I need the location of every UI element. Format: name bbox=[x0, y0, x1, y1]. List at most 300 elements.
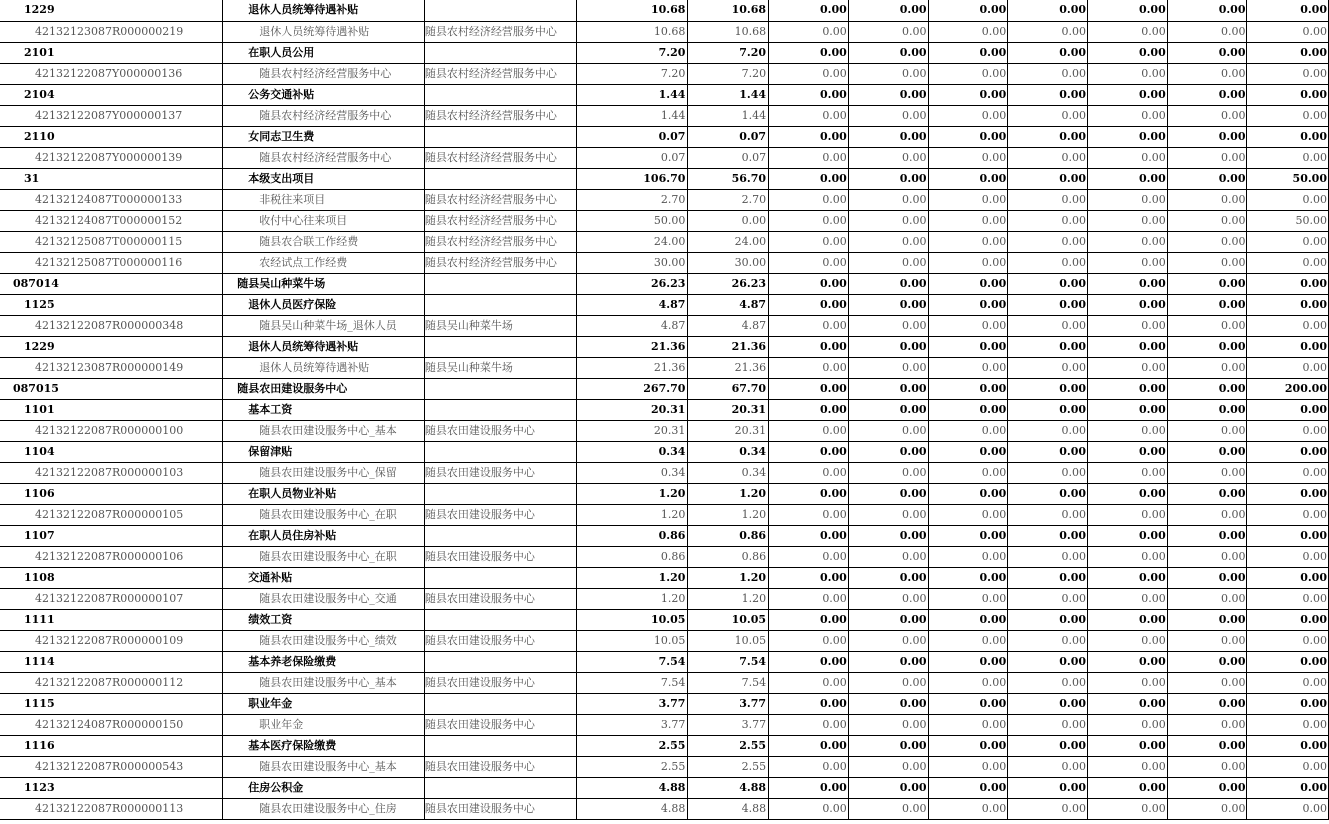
amount-cell: 0.00 bbox=[769, 0, 849, 21]
amount-cell: 0.00 bbox=[928, 84, 1008, 105]
amount-cell: 1.20 bbox=[688, 483, 769, 504]
code-cell: 42132122087R000000113 bbox=[0, 798, 223, 819]
amount-cell: 1.44 bbox=[577, 84, 688, 105]
amount-cell: 0.00 bbox=[928, 147, 1008, 168]
amount-cell: 0.00 bbox=[928, 714, 1008, 735]
amount-cell: 0.00 bbox=[1088, 651, 1168, 672]
amount-cell: 0.00 bbox=[1167, 588, 1247, 609]
amount-cell: 0.00 bbox=[928, 567, 1008, 588]
amount-cell: 0.00 bbox=[1247, 105, 1329, 126]
amount-cell: 50.00 bbox=[577, 210, 688, 231]
amount-cell: 0.00 bbox=[928, 777, 1008, 798]
amount-cell: 1.20 bbox=[577, 567, 688, 588]
amount-cell: 0.00 bbox=[769, 651, 849, 672]
amount-cell: 0.00 bbox=[1167, 546, 1247, 567]
amount-cell: 0.00 bbox=[928, 189, 1008, 210]
code-cell: 1107 bbox=[0, 525, 223, 546]
amount-cell: 0.00 bbox=[928, 483, 1008, 504]
amount-cell: 0.00 bbox=[1008, 441, 1088, 462]
amount-cell: 0.00 bbox=[1247, 294, 1329, 315]
amount-cell: 0.00 bbox=[1247, 483, 1329, 504]
amount-cell: 21.36 bbox=[577, 357, 688, 378]
amount-cell: 0.00 bbox=[769, 189, 849, 210]
amount-cell: 0.00 bbox=[769, 777, 849, 798]
detail-row bbox=[0, 546, 1329, 567]
amount-cell: 0.00 bbox=[1247, 546, 1329, 567]
amount-cell: 0.00 bbox=[769, 756, 849, 777]
amount-cell: 0.00 bbox=[1247, 588, 1329, 609]
unit-cell bbox=[424, 42, 577, 63]
summary-row bbox=[0, 273, 1329, 294]
code-cell: 42132122087Y000000139 bbox=[0, 147, 223, 168]
detail-row bbox=[0, 21, 1329, 42]
amount-cell: 0.00 bbox=[928, 210, 1008, 231]
code-cell: 42132125087T000000116 bbox=[0, 252, 223, 273]
amount-cell: 0.00 bbox=[769, 42, 849, 63]
amount-cell: 3.77 bbox=[577, 714, 688, 735]
amount-cell: 0.00 bbox=[1167, 231, 1247, 252]
amount-cell: 0.00 bbox=[1167, 210, 1247, 231]
unit-cell: 随县农田建设服务中心 bbox=[424, 504, 577, 525]
amount-cell: 0.00 bbox=[848, 252, 928, 273]
amount-cell: 24.00 bbox=[577, 231, 688, 252]
amount-cell: 0.00 bbox=[928, 42, 1008, 63]
amount-cell: 0.00 bbox=[1088, 714, 1168, 735]
amount-cell: 0.00 bbox=[928, 273, 1008, 294]
amount-cell: 0.00 bbox=[1247, 420, 1329, 441]
amount-cell: 0.00 bbox=[848, 504, 928, 525]
amount-cell: 0.00 bbox=[928, 609, 1008, 630]
unit-cell: 随县农田建设服务中心 bbox=[424, 672, 577, 693]
amount-cell: 0.00 bbox=[769, 609, 849, 630]
amount-cell: 0.00 bbox=[928, 798, 1008, 819]
amount-cell: 0.00 bbox=[1088, 357, 1168, 378]
amount-cell: 0.00 bbox=[848, 210, 928, 231]
amount-cell: 0.00 bbox=[1088, 252, 1168, 273]
amount-cell: 1.44 bbox=[688, 84, 769, 105]
amount-cell: 0.00 bbox=[1247, 21, 1329, 42]
amount-cell: 0.00 bbox=[769, 735, 849, 756]
name-cell: 随县农田建设服务中心_交通 bbox=[223, 588, 425, 609]
code-cell: 42132124087R000000150 bbox=[0, 714, 223, 735]
amount-cell: 0.00 bbox=[928, 651, 1008, 672]
amount-cell: 0.00 bbox=[1088, 21, 1168, 42]
amount-cell: 0.00 bbox=[848, 735, 928, 756]
amount-cell: 0.00 bbox=[848, 630, 928, 651]
amount-cell: 0.00 bbox=[1008, 462, 1088, 483]
amount-cell: 0.00 bbox=[848, 231, 928, 252]
name-cell: 随县农田建设服务中心_保留 bbox=[223, 462, 425, 483]
name-cell: 住房公积金 bbox=[223, 777, 425, 798]
summary-row bbox=[0, 609, 1329, 630]
amount-cell: 0.00 bbox=[1008, 252, 1088, 273]
summary-row bbox=[0, 336, 1329, 357]
unit-cell: 随县农田建设服务中心 bbox=[424, 546, 577, 567]
amount-cell: 0.00 bbox=[1008, 714, 1088, 735]
amount-cell: 0.00 bbox=[769, 378, 849, 399]
amount-cell: 4.88 bbox=[577, 798, 688, 819]
amount-cell: 30.00 bbox=[577, 252, 688, 273]
code-cell: 1106 bbox=[0, 483, 223, 504]
detail-row bbox=[0, 672, 1329, 693]
amount-cell: 0.00 bbox=[769, 294, 849, 315]
unit-cell: 随县农田建设服务中心 bbox=[424, 756, 577, 777]
amount-cell: 1.20 bbox=[577, 483, 688, 504]
amount-cell: 0.00 bbox=[1008, 147, 1088, 168]
amount-cell: 4.88 bbox=[577, 777, 688, 798]
amount-cell: 0.00 bbox=[1247, 399, 1329, 420]
amount-cell: 0.07 bbox=[688, 147, 769, 168]
detail-row bbox=[0, 315, 1329, 336]
amount-cell: 4.88 bbox=[688, 777, 769, 798]
name-cell: 在职人员物业补贴 bbox=[223, 483, 425, 504]
amount-cell: 0.00 bbox=[848, 0, 928, 21]
amount-cell: 0.00 bbox=[1008, 84, 1088, 105]
amount-cell: 0.00 bbox=[1008, 315, 1088, 336]
amount-cell: 7.54 bbox=[577, 651, 688, 672]
amount-cell: 0.00 bbox=[1088, 231, 1168, 252]
name-cell: 随县农合联工作经费 bbox=[223, 231, 425, 252]
amount-cell: 0.00 bbox=[1167, 105, 1247, 126]
amount-cell: 0.00 bbox=[1008, 630, 1088, 651]
unit-cell bbox=[424, 609, 577, 630]
amount-cell: 0.00 bbox=[1247, 63, 1329, 84]
detail-row bbox=[0, 462, 1329, 483]
amount-cell: 0.00 bbox=[1008, 126, 1088, 147]
detail-row bbox=[0, 252, 1329, 273]
detail-row bbox=[0, 630, 1329, 651]
amount-cell: 26.23 bbox=[688, 273, 769, 294]
summary-row bbox=[0, 525, 1329, 546]
amount-cell: 1.20 bbox=[577, 588, 688, 609]
amount-cell: 0.00 bbox=[769, 714, 849, 735]
detail-row bbox=[0, 714, 1329, 735]
amount-cell: 0.00 bbox=[1247, 126, 1329, 147]
name-cell: 退休人员统筹待遇补贴 bbox=[223, 357, 425, 378]
unit-cell bbox=[424, 336, 577, 357]
name-cell: 基本养老保险缴费 bbox=[223, 651, 425, 672]
amount-cell: 10.05 bbox=[688, 609, 769, 630]
amount-cell: 0.00 bbox=[1008, 210, 1088, 231]
amount-cell: 0.00 bbox=[928, 357, 1008, 378]
amount-cell: 0.00 bbox=[1247, 147, 1329, 168]
amount-cell: 0.00 bbox=[1088, 609, 1168, 630]
amount-cell: 0.00 bbox=[928, 168, 1008, 189]
amount-cell: 0.00 bbox=[1008, 798, 1088, 819]
amount-cell: 0.00 bbox=[1247, 315, 1329, 336]
code-cell: 42132122087R000000348 bbox=[0, 315, 223, 336]
amount-cell: 0.00 bbox=[769, 21, 849, 42]
amount-cell: 0.00 bbox=[848, 525, 928, 546]
amount-cell: 0.00 bbox=[1008, 231, 1088, 252]
code-cell: 1108 bbox=[0, 567, 223, 588]
amount-cell: 0.00 bbox=[769, 483, 849, 504]
amount-cell: 4.87 bbox=[688, 294, 769, 315]
amount-cell: 0.00 bbox=[1088, 210, 1168, 231]
amount-cell: 0.00 bbox=[1247, 441, 1329, 462]
code-cell: 42132123087R000000219 bbox=[0, 21, 223, 42]
amount-cell: 0.34 bbox=[577, 462, 688, 483]
amount-cell: 0.00 bbox=[1088, 126, 1168, 147]
amount-cell: 0.00 bbox=[1008, 294, 1088, 315]
amount-cell: 20.31 bbox=[577, 399, 688, 420]
amount-cell: 0.00 bbox=[928, 294, 1008, 315]
code-cell: 087014 bbox=[0, 273, 223, 294]
code-cell: 1229 bbox=[0, 336, 223, 357]
unit-cell bbox=[424, 378, 577, 399]
amount-cell: 0.00 bbox=[1088, 84, 1168, 105]
unit-cell: 随县农田建设服务中心 bbox=[424, 420, 577, 441]
amount-cell: 0.00 bbox=[769, 84, 849, 105]
amount-cell: 20.31 bbox=[577, 420, 688, 441]
amount-cell: 0.00 bbox=[1167, 378, 1247, 399]
unit-cell bbox=[424, 567, 577, 588]
amount-cell: 0.00 bbox=[1167, 399, 1247, 420]
amount-cell: 0.00 bbox=[1008, 483, 1088, 504]
unit-cell: 随县农村经济经营服务中心 bbox=[424, 210, 577, 231]
name-cell: 随县农田建设服务中心_基本 bbox=[223, 756, 425, 777]
name-cell: 随县农田建设服务中心_基本 bbox=[223, 420, 425, 441]
amount-cell: 0.00 bbox=[769, 462, 849, 483]
amount-cell: 0.00 bbox=[1008, 105, 1088, 126]
amount-cell: 0.34 bbox=[577, 441, 688, 462]
amount-cell: 0.00 bbox=[848, 777, 928, 798]
unit-cell bbox=[424, 399, 577, 420]
amount-cell: 0.00 bbox=[769, 168, 849, 189]
amount-cell: 0.00 bbox=[769, 630, 849, 651]
amount-cell: 0.00 bbox=[1167, 483, 1247, 504]
amount-cell: 0.00 bbox=[1247, 672, 1329, 693]
amount-cell: 0.00 bbox=[928, 672, 1008, 693]
amount-cell: 0.00 bbox=[1247, 0, 1329, 21]
amount-cell: 0.00 bbox=[928, 525, 1008, 546]
code-cell: 1229 bbox=[0, 0, 223, 21]
amount-cell: 0.00 bbox=[848, 357, 928, 378]
amount-cell: 0.00 bbox=[1088, 777, 1168, 798]
unit-cell bbox=[424, 441, 577, 462]
detail-row bbox=[0, 147, 1329, 168]
detail-row bbox=[0, 420, 1329, 441]
name-cell: 随县农田建设服务中心_绩效 bbox=[223, 630, 425, 651]
amount-cell: 0.00 bbox=[928, 315, 1008, 336]
amount-cell: 0.00 bbox=[848, 609, 928, 630]
amount-cell: 0.00 bbox=[1247, 231, 1329, 252]
amount-cell: 0.00 bbox=[1247, 273, 1329, 294]
amount-cell: 0.00 bbox=[1247, 651, 1329, 672]
amount-cell: 0.00 bbox=[1167, 693, 1247, 714]
amount-cell: 0.00 bbox=[1008, 168, 1088, 189]
amount-cell: 2.55 bbox=[688, 735, 769, 756]
amount-cell: 56.70 bbox=[688, 168, 769, 189]
name-cell: 随县农田建设服务中心_住房 bbox=[223, 798, 425, 819]
amount-cell: 200.00 bbox=[1247, 378, 1329, 399]
unit-cell: 随县吴山种菜牛场 bbox=[424, 357, 577, 378]
amount-cell: 0.00 bbox=[769, 126, 849, 147]
amount-cell: 7.54 bbox=[688, 672, 769, 693]
amount-cell: 0.00 bbox=[769, 693, 849, 714]
summary-row bbox=[0, 378, 1329, 399]
name-cell: 收付中心往来项目 bbox=[223, 210, 425, 231]
amount-cell: 0.00 bbox=[1008, 0, 1088, 21]
amount-cell: 0.00 bbox=[1088, 189, 1168, 210]
amount-cell: 3.77 bbox=[688, 693, 769, 714]
amount-cell: 0.86 bbox=[688, 525, 769, 546]
amount-cell: 10.68 bbox=[688, 0, 769, 21]
amount-cell: 0.00 bbox=[1008, 588, 1088, 609]
amount-cell: 0.00 bbox=[1167, 651, 1247, 672]
amount-cell: 0.00 bbox=[1167, 126, 1247, 147]
amount-cell: 21.36 bbox=[688, 357, 769, 378]
amount-cell: 0.00 bbox=[1088, 147, 1168, 168]
amount-cell: 0.00 bbox=[928, 0, 1008, 21]
code-cell: 1114 bbox=[0, 651, 223, 672]
amount-cell: 1.44 bbox=[577, 105, 688, 126]
amount-cell: 0.00 bbox=[928, 252, 1008, 273]
summary-row bbox=[0, 126, 1329, 147]
amount-cell: 0.00 bbox=[769, 336, 849, 357]
amount-cell: 0.00 bbox=[1167, 798, 1247, 819]
amount-cell: 0.00 bbox=[1008, 420, 1088, 441]
code-cell: 2110 bbox=[0, 126, 223, 147]
summary-row bbox=[0, 735, 1329, 756]
amount-cell: 0.00 bbox=[1088, 315, 1168, 336]
name-cell: 退休人员统筹待遇补贴 bbox=[223, 21, 425, 42]
amount-cell: 1.20 bbox=[688, 504, 769, 525]
summary-row bbox=[0, 42, 1329, 63]
amount-cell: 2.55 bbox=[688, 756, 769, 777]
amount-cell: 0.00 bbox=[1167, 567, 1247, 588]
amount-cell: 50.00 bbox=[1247, 168, 1329, 189]
amount-cell: 0.00 bbox=[769, 672, 849, 693]
amount-cell: 0.00 bbox=[1008, 756, 1088, 777]
code-cell: 42132122087Y000000136 bbox=[0, 63, 223, 84]
summary-row bbox=[0, 777, 1329, 798]
amount-cell: 0.07 bbox=[688, 126, 769, 147]
amount-cell: 0.00 bbox=[1008, 609, 1088, 630]
amount-cell: 0.00 bbox=[1088, 378, 1168, 399]
detail-row bbox=[0, 588, 1329, 609]
amount-cell: 0.00 bbox=[1088, 525, 1168, 546]
amount-cell: 0.00 bbox=[1008, 525, 1088, 546]
amount-cell: 0.00 bbox=[848, 441, 928, 462]
amount-cell: 0.00 bbox=[928, 378, 1008, 399]
amount-cell: 0.00 bbox=[1008, 672, 1088, 693]
amount-cell: 0.86 bbox=[688, 546, 769, 567]
amount-cell: 67.70 bbox=[688, 378, 769, 399]
amount-cell: 0.00 bbox=[928, 756, 1008, 777]
name-cell: 随县吴山种菜牛场 bbox=[223, 273, 425, 294]
name-cell: 随县农田建设服务中心_在职 bbox=[223, 504, 425, 525]
amount-cell: 0.00 bbox=[1088, 735, 1168, 756]
amount-cell: 0.00 bbox=[928, 399, 1008, 420]
amount-cell: 0.00 bbox=[1247, 714, 1329, 735]
amount-cell: 7.20 bbox=[577, 63, 688, 84]
amount-cell: 0.00 bbox=[1247, 609, 1329, 630]
amount-cell: 0.00 bbox=[769, 315, 849, 336]
amount-cell: 0.00 bbox=[1088, 630, 1168, 651]
amount-cell: 4.87 bbox=[688, 315, 769, 336]
amount-cell: 0.00 bbox=[769, 441, 849, 462]
amount-cell: 7.54 bbox=[688, 651, 769, 672]
amount-cell: 0.00 bbox=[1167, 504, 1247, 525]
amount-cell: 0.00 bbox=[769, 357, 849, 378]
amount-cell: 0.00 bbox=[1167, 21, 1247, 42]
unit-cell bbox=[424, 168, 577, 189]
unit-cell bbox=[424, 777, 577, 798]
amount-cell: 0.00 bbox=[1088, 63, 1168, 84]
code-cell: 1104 bbox=[0, 441, 223, 462]
code-cell: 42132122087R000000109 bbox=[0, 630, 223, 651]
code-cell: 1111 bbox=[0, 609, 223, 630]
amount-cell: 0.07 bbox=[577, 126, 688, 147]
name-cell: 退休人员统筹待遇补贴 bbox=[223, 336, 425, 357]
code-cell: 1115 bbox=[0, 693, 223, 714]
summary-row bbox=[0, 294, 1329, 315]
unit-cell bbox=[424, 84, 577, 105]
unit-cell: 随县吴山种菜牛场 bbox=[424, 315, 577, 336]
unit-cell: 随县农村经济经营服务中心 bbox=[424, 189, 577, 210]
code-cell: 2104 bbox=[0, 84, 223, 105]
summary-row bbox=[0, 441, 1329, 462]
amount-cell: 0.34 bbox=[688, 462, 769, 483]
summary-row bbox=[0, 84, 1329, 105]
amount-cell: 0.00 bbox=[928, 588, 1008, 609]
amount-cell: 0.00 bbox=[1247, 735, 1329, 756]
amount-cell: 0.00 bbox=[848, 399, 928, 420]
amount-cell: 0.86 bbox=[577, 546, 688, 567]
amount-cell: 0.00 bbox=[1088, 42, 1168, 63]
detail-row bbox=[0, 231, 1329, 252]
amount-cell: 0.86 bbox=[577, 525, 688, 546]
amount-cell: 0.00 bbox=[1088, 462, 1168, 483]
summary-row bbox=[0, 399, 1329, 420]
amount-cell: 0.00 bbox=[848, 147, 928, 168]
summary-row bbox=[0, 651, 1329, 672]
amount-cell: 0.00 bbox=[1008, 63, 1088, 84]
amount-cell: 7.54 bbox=[577, 672, 688, 693]
name-cell: 随县农村经济经营服务中心 bbox=[223, 105, 425, 126]
unit-cell: 随县农村经济经营服务中心 bbox=[424, 147, 577, 168]
amount-cell: 0.00 bbox=[1167, 336, 1247, 357]
amount-cell: 4.87 bbox=[577, 294, 688, 315]
amount-cell: 10.68 bbox=[577, 21, 688, 42]
amount-cell: 0.00 bbox=[928, 105, 1008, 126]
code-cell: 31 bbox=[0, 168, 223, 189]
amount-cell: 0.00 bbox=[848, 588, 928, 609]
detail-row bbox=[0, 504, 1329, 525]
name-cell: 基本工资 bbox=[223, 399, 425, 420]
amount-cell: 0.00 bbox=[848, 168, 928, 189]
amount-cell: 0.00 bbox=[928, 630, 1008, 651]
amount-cell: 0.00 bbox=[848, 546, 928, 567]
code-cell: 42132122087R000000106 bbox=[0, 546, 223, 567]
code-cell: 42132122087R000000100 bbox=[0, 420, 223, 441]
name-cell: 绩效工资 bbox=[223, 609, 425, 630]
amount-cell: 0.00 bbox=[1008, 504, 1088, 525]
amount-cell: 1.44 bbox=[688, 105, 769, 126]
name-cell: 退休人员医疗保险 bbox=[223, 294, 425, 315]
unit-cell: 随县农村经济经营服务中心 bbox=[424, 21, 577, 42]
amount-cell: 0.00 bbox=[848, 462, 928, 483]
unit-cell: 随县农田建设服务中心 bbox=[424, 588, 577, 609]
amount-cell: 0.00 bbox=[848, 567, 928, 588]
amount-cell: 0.00 bbox=[1008, 378, 1088, 399]
amount-cell: 0.00 bbox=[848, 126, 928, 147]
amount-cell: 0.00 bbox=[769, 273, 849, 294]
amount-cell: 0.00 bbox=[1088, 567, 1168, 588]
amount-cell: 0.00 bbox=[769, 399, 849, 420]
unit-cell: 随县农田建设服务中心 bbox=[424, 714, 577, 735]
